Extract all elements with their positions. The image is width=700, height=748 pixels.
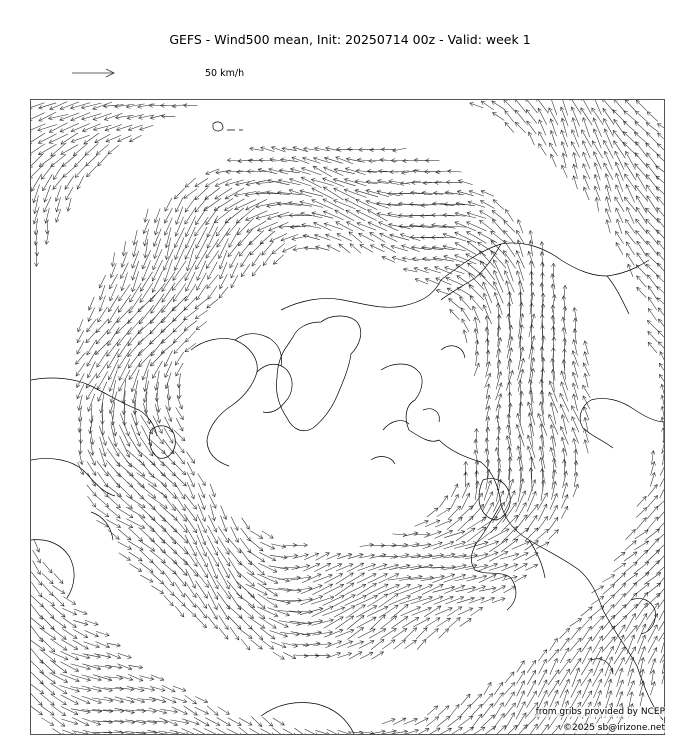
map-canvas [31,100,665,735]
coastline-alaska [580,398,665,448]
coastline-arctic-islands [371,346,465,464]
wind-vector-map [30,99,665,735]
wind-arrows [31,100,665,735]
coastline-hudson-bay [479,479,510,521]
copyright-credit: ©2025 sb@irizone.net [563,723,665,733]
coastline-siberia [441,243,649,314]
coastline-north-america [439,440,663,720]
coastline-europe [191,334,282,466]
coastline-scandinavia [257,364,292,412]
reference-arrow-label: 50 km/h [205,68,245,79]
chart-title: GEFS - Wind500 mean, Init: 20250714 00z - Valid: week 1 [169,32,531,47]
data-credit: from gribs provided by NCEP [535,707,665,717]
coastline-small-islands [213,122,243,131]
coastline-russia-arctic [281,280,441,310]
reference-arrow-icon [70,66,120,80]
